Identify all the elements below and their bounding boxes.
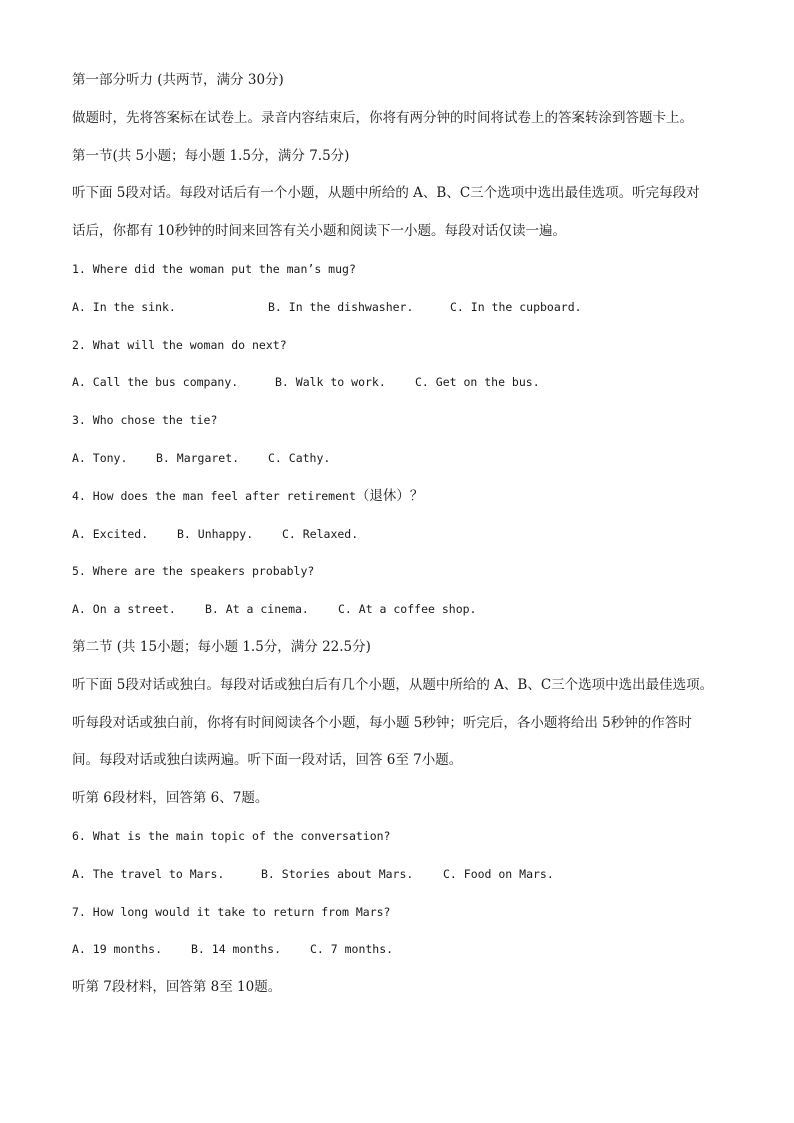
option-c: C. Food on Mars. [443,866,554,881]
option-a: A. 19 months. [72,942,163,957]
option-b: B. Margaret. [156,450,240,465]
option-a: A. Excited. [72,526,149,541]
option-c: C. 7 months. [310,942,394,957]
question-4-text: 4. How does the man feel after retirement [72,488,356,503]
question-7-options [72,937,732,975]
option-b: B. At a cinema. [205,602,309,617]
question-4-gloss: （退休）？ [355,487,424,504]
option-a: A. The travel to Mars. [72,866,225,881]
option-b: B. In the dishwasher. [268,299,414,314]
option-a: A. In the sink. [72,299,176,314]
option-c: C. In the cupboard. [450,299,582,314]
question-5: 5. Where are the speakers probably? [72,564,315,579]
question-3: 3. Who chose the tie? [72,413,218,428]
part1-title: 第一部分听力 (共两节，满分 30分) [72,72,284,88]
option-a: A. On a street. [72,602,176,617]
section1-instruction-line2: 话后，你都有 10秒钟的时间来回答有关小题和阅读下一小题。每段对话仅读一遍。 [72,223,566,240]
part1-instruction: 做题时，先将答案标在试卷上。录音内容结束后，你将有两分钟的时间将试卷上的答案转涂到答题卡上。 [72,109,693,126]
material-6-heading: 听第 6段材料，回答第 6、7题。 [72,790,269,807]
option-b: B. Walk to work. [275,375,386,390]
question-2: 2. What will the woman do next? [72,337,287,352]
option-a: A. Call the bus company. [72,375,239,390]
section1-instruction-line1: 听下面 5段对话。每段对话后有一个小题，从题中所给的 A、B、C三个选项中选出最佳选项。听完每段对 [72,185,700,202]
option-c: C. At a coffee shop. [338,602,477,617]
question-1: 1. Where did the woman put the man’s mug? [72,261,356,276]
question-5-options [72,597,732,635]
question-6: 6. What is the main topic of the conversation? [72,828,391,843]
question-7: 7. How long would it take to return from Mars? [72,904,391,919]
option-b: B. 14 months. [191,942,282,957]
material-7-heading: 听第 7段材料，回答第 8至 10题。 [72,979,282,996]
question-2-options [72,370,732,408]
option-b: B. Unhappy. [177,526,254,541]
exam-page [72,68,732,1013]
section2-instruction-line1: 听下面 5段对话或独白。每段对话或独白后有几个小题，从题中所给的 A、B、C三个选项中选出最佳选项。 [72,676,714,693]
option-b: B. Stories about Mars. [261,866,414,881]
option-a: A. Tony. [72,450,128,465]
option-c: C. Relaxed. [282,526,359,541]
option-c: C. Get on the bus. [415,375,540,390]
section2-title: 第二节 (共 15小题；每小题 1.5分，满分 22.5分) [72,638,371,655]
question-4-options [72,522,732,560]
option-c: C. Cathy. [268,450,331,465]
section2-instruction-line3: 间。每段对话或独白读两遍。听下面一段对话，回答 6至 7小题。 [72,752,463,769]
section2-instruction-line2: 听每段对话或独白前，你将有时间阅读各个小题，每小题 5秒钟；听完后，各小题将给出 5秒钟的作答时 [72,714,692,731]
question-4 [72,484,732,522]
question-3-options [72,446,732,484]
question-6-options [72,862,732,900]
section1-title: 第一节(共 5小题；每小题 1.5分，满分 7.5分) [72,147,350,164]
question-1-options [72,295,732,333]
